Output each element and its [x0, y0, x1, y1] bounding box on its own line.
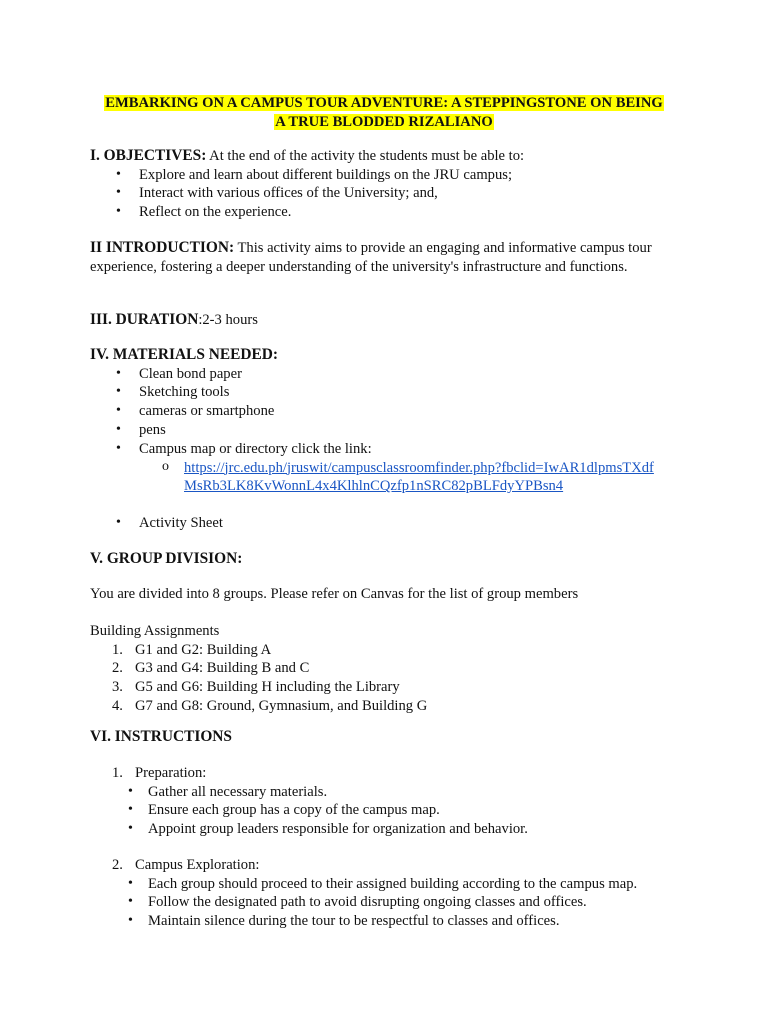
- list-item: • Follow the designated path to avoid disrupting ongoing classes and offices.: [90, 893, 710, 912]
- objectives-section: [90, 147, 690, 222]
- group-division-text: You are divided into 8 groups. Please refer on Canvas for the list of group members: [90, 586, 579, 602]
- materials-list: [90, 365, 730, 459]
- campus-map-link-item: [90, 459, 730, 497]
- duration-text: :2-3 hours: [198, 312, 258, 328]
- list-text: G5 and G6: Building H including the Library: [135, 679, 400, 696]
- list-item: • Each group should proceed to their assigned building according to the campus map.: [90, 875, 710, 894]
- materials-section: [90, 346, 730, 496]
- step-items: [90, 783, 710, 839]
- list-number: 3.: [112, 679, 123, 696]
- materials-heading: IV. MATERIALS NEEDED:: [90, 346, 278, 363]
- list-item: • Campus map or directory click the link:: [90, 440, 730, 459]
- list-text: G7 and G8: Ground, Gymnasium, and Building G: [135, 697, 428, 714]
- group-division-heading-wrap: [90, 550, 690, 569]
- list-item: • Ensure each group has a copy of the campus map.: [90, 801, 710, 820]
- list-text: G1 and G2: Building A: [135, 641, 272, 658]
- objectives-heading: I. OBJECTIVES:: [90, 147, 207, 164]
- list-item: • Clean bond paper: [90, 365, 730, 384]
- list-number: 2.: [112, 660, 123, 677]
- list-item: • Maintain silence during the tour to be respectful to classes and offices.: [90, 912, 710, 931]
- step-title: [90, 856, 710, 875]
- objectives-list: [90, 166, 690, 222]
- group-division-text-wrap: [90, 585, 710, 604]
- introduction-section: [90, 239, 680, 276]
- group-division-heading: V. GROUP DIVISION:: [90, 550, 243, 567]
- list-item: [90, 678, 690, 697]
- campus-map-link-line-2: MsRb3LK8KvWonnL4x4KlhlnCQzfp1nSRC82pBLFdyYPBsn4: [184, 478, 564, 495]
- list-item: • pens: [90, 421, 730, 440]
- materials-list-end: [90, 514, 690, 533]
- list-item: • Sketching tools: [90, 383, 730, 402]
- list-item: • Activity Sheet: [90, 514, 690, 533]
- step-number: 2.: [112, 857, 123, 873]
- step-title-text: Campus Exploration:: [135, 857, 260, 873]
- list-item: [90, 697, 690, 716]
- step-items: [90, 875, 710, 931]
- duration-heading: III. DURATION: [90, 311, 199, 328]
- list-item: • Interact with various offices of the University; and,: [90, 184, 690, 203]
- materials-sublist: [90, 459, 730, 497]
- list-number: 1.: [112, 641, 123, 658]
- list-item: • Appoint group leaders responsible for organization and behavior.: [90, 820, 710, 839]
- campus-map-link-line-1: https://jrc.edu.ph/jruswit/campusclassroomfinder.php?fbclid=IwAR1dlpmsTXdf: [184, 459, 654, 476]
- list-item: • cameras or smartphone: [90, 402, 730, 421]
- list-number: 4.: [112, 697, 123, 714]
- duration-section: [90, 311, 690, 330]
- step-title-text: Preparation:: [135, 765, 207, 781]
- objectives-intro: At the end of the activity the students must be able to:: [206, 148, 525, 164]
- list-item: [90, 641, 690, 660]
- step-number: 1.: [112, 765, 123, 781]
- title-line-2: A TRUE BLODDED RIZALIANO: [275, 114, 493, 130]
- list-text: G3 and G4: Building B and C: [135, 660, 310, 677]
- instruction-step-1: [90, 764, 710, 839]
- list-item: [90, 659, 690, 678]
- list-item: • Explore and learn about different buildings on the JRU campus;: [90, 166, 690, 185]
- document-title: [60, 94, 708, 132]
- building-assignments-list: [90, 641, 690, 716]
- building-assignments-title: Building Assignments: [90, 623, 220, 639]
- building-assignments-section: [90, 622, 690, 716]
- instruction-step-2: [90, 856, 710, 931]
- title-line-1: EMBARKING ON A CAMPUS TOUR ADVENTURE: A STEPPINGSTONE ON BEING: [105, 95, 663, 111]
- step-title: [90, 764, 710, 783]
- introduction-heading: II INTRODUCTION:: [90, 239, 235, 256]
- list-item: • Reflect on the experience.: [90, 203, 690, 222]
- introduction-text: This activity aims to provide an engaging and informative campus tour experience, fostering a deeper understanding of the university's infrastructure and functions.: [90, 240, 652, 275]
- campus-map-link[interactable]: [184, 460, 654, 495]
- instructions-heading: VI. INSTRUCTIONS: [90, 728, 232, 745]
- list-item: • Gather all necessary materials.: [90, 783, 710, 802]
- instructions-heading-wrap: [90, 728, 690, 747]
- materials-last-section: [90, 514, 690, 533]
